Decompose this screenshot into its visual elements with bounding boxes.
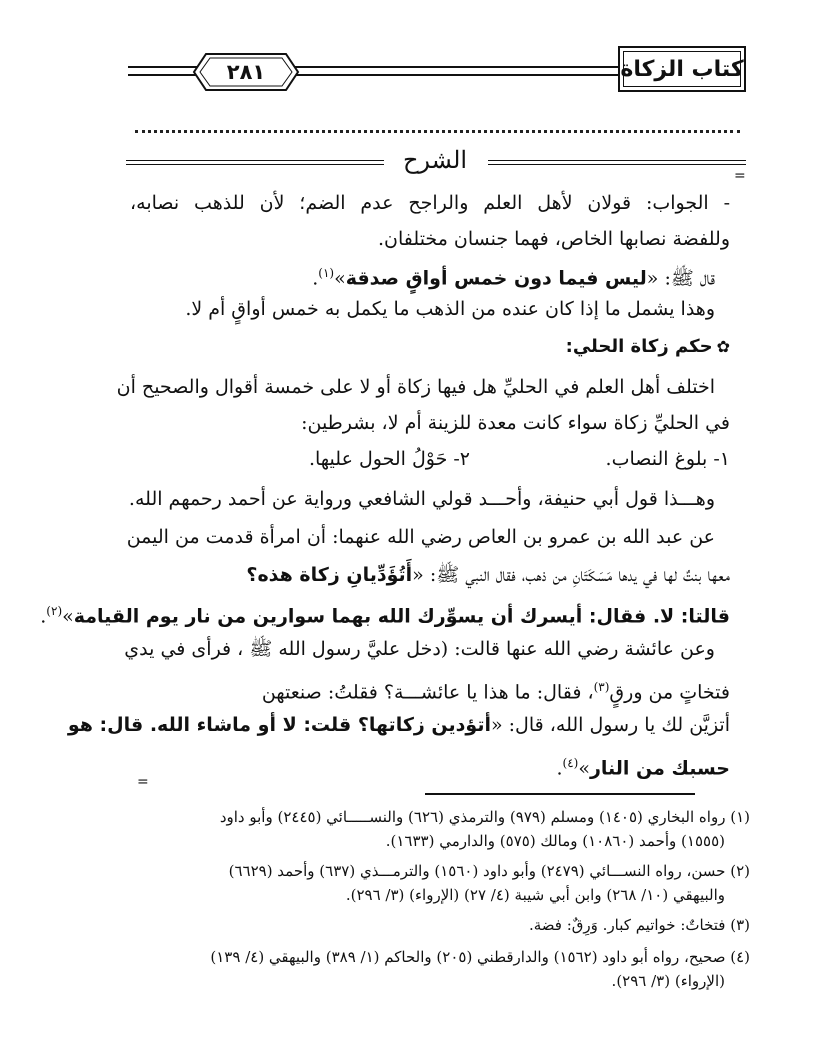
aisha-line-1: وعن عائشة رضي الله عنها قالت: (دخل عليَّ رسول الله ﷺ ، فرأى في يدي xyxy=(124,638,715,660)
dotted-separator xyxy=(135,130,740,133)
margin-mark-footnotes: = xyxy=(137,774,149,790)
footnote-2-line-2: والبيهقي (١٠/ ٢٦٨) وابن أبي شيبة (٤/ ٢٧) (الإرواء) (٣/ ٢٩٦). xyxy=(345,886,725,904)
margin-mark: = xyxy=(734,168,746,184)
page-number-badge xyxy=(192,52,300,92)
hadith-line: قال ﷺ: «ليس فيما دون خمس أواقٍ صدقة»$^{(١)}$. xyxy=(312,266,715,290)
footnote-1-line-1: (١) رواه البخاري (١٤٠٥) ومسلم (٩٧٩) والترمذي (٦٢٦) والنســـــائي (٢٤٤٥) وأبو داود xyxy=(219,808,750,826)
hadith-note-line: وهذا يشمل ما إذا كان عنده من الذهب ما يكمل به خمس أواقٍ أم لا. xyxy=(185,298,715,320)
amr-line-1: عن عبد الله بن عمرو بن العاص رضي الله عنهما: أن امرأة قدمت من اليمن xyxy=(126,526,715,548)
zakat-jewelry-heading: ✿حكم زكاة الحلي: xyxy=(565,336,730,357)
condition-1: ١- بلوغ النصاب. xyxy=(605,448,730,470)
section-title: الشرح xyxy=(402,146,468,174)
condition-2: ٢- حَوْلُ الحول عليها. xyxy=(308,448,470,470)
flower-icon: ✿ xyxy=(716,337,730,356)
section-rule-right xyxy=(488,160,746,165)
footnote-4-line-2: (الإرواء) (٣/ ٢٩٦). xyxy=(611,972,725,990)
footnote-4-line-1: (٤) صحيح، رواه أبو داود (١٥٦٢) والدارقطني (٢٠٥) والحاكم (١/ ٣٨٩) والبيهقي (٤/ ١٣٩) xyxy=(210,948,750,966)
aisha-line-2: فتخاتٍ من ورقٍ$^{(٣)}$، فقال: ما هذا يا عائشـــة؟ فقلتُ: صنعتهن xyxy=(261,680,730,704)
opinion-line: وهـــذا قول أبي حنيفة، وأحـــد قولي الشافعي ورواية عن أحمد رحمهم الله. xyxy=(128,488,715,510)
ikhtilaf-line-1: اختلف أهل العلم في الحليِّ هل فيها زكاة أو لا على خمسة أقوال والصحيح أن xyxy=(116,376,715,398)
section-rule-left xyxy=(126,160,384,165)
book-title-box xyxy=(618,46,746,92)
answer-line-1: - الجواب: قولان لأهل العلم والراجح عدم الضم؛ لأن للذهب نصابه، xyxy=(130,192,730,214)
page-number: ٢٨١ xyxy=(226,60,266,84)
footnote-3: (٣) فتخاتٌ: خواتيم كبار. وَرِقٌ: فضة. xyxy=(528,916,750,934)
aisha-line-3: أتزيَّن لك يا رسول الله، قال: «أتؤدين زكاتها؟ قلت: لا أو ماشاء الله. قال: هو xyxy=(67,714,730,736)
amr-line-2: معها بنتٌ لها في يدها مَسَكَتَانِ من ذهب، فقال النبي ﷺ: «أَتُؤَدِّيانِ زكاة هذه؟ xyxy=(246,564,730,586)
footnote-1-line-2: (١٥٥٥) وأحمد (١٠٨٦٠) ومالك (٥٧٥) والدارمي (١٦٣٣). xyxy=(385,832,725,850)
footnote-rule xyxy=(425,793,695,795)
answer-line-2: وللفضة نصابها الخاص، فهما جنسان مختلفان. xyxy=(378,228,730,250)
amr-line-3: قالتا: لا. فقال: أيسرك أن يسوِّرك الله بهما سوارين من نار يوم القيامة»$^{(٢)}$. xyxy=(40,604,730,628)
book-title: كتاب الزكاة xyxy=(620,56,744,82)
footnote-2-line-1: (٢) حسن، رواه النســـائي (٢٤٧٩) وأبو داود (١٥٦٠) والترمـــذي (٦٣٧) وأحمد (٦٦٢٩) xyxy=(228,862,750,880)
ikhtilaf-line-2: في الحليِّ زكاة سواء كانت معدة للزينة أم لا، بشرطين: xyxy=(301,412,730,434)
aisha-line-4: حسبك من النار»$^{(٤)}$. xyxy=(556,756,730,780)
